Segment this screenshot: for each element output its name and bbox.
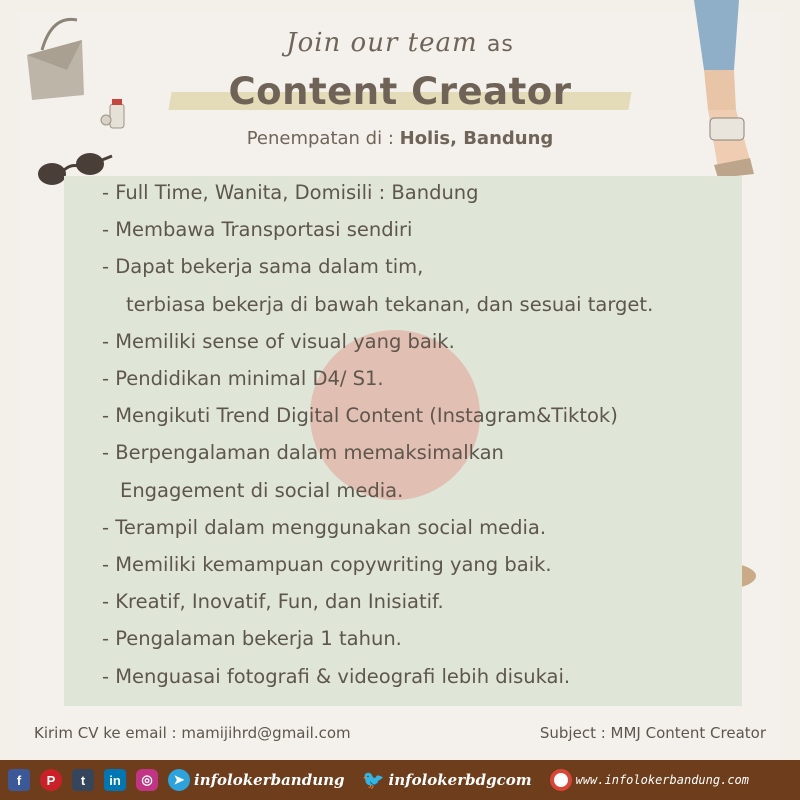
requirement-item: - Terampil dalam menggunakan social media. (102, 515, 547, 539)
requirement-item: - Memiliki sense of visual yang baik. (102, 329, 455, 353)
requirement-item-continued: terbiasa bekerja di bawah tekanan, dan sesuai target. (126, 292, 654, 316)
linkedin-icon[interactable]: in (104, 769, 126, 791)
requirement-item: - Full Time, Wanita, Domisili : Bandung (102, 181, 479, 204)
requirement-item: - Mengikuti Trend Digital Content (Instagram&Tiktok) (102, 404, 618, 428)
instagram-icon[interactable]: ◎ (136, 769, 158, 791)
subject-instruction: Subject : MMJ Content Creator (539, 724, 766, 742)
requirement-item: - Memiliki kemampuan copywriting yang baik. (102, 553, 552, 577)
requirement-item: - Berpengalaman dalam memaksimalkan (102, 441, 504, 465)
twitter-handle[interactable]: infolokerbdgcom (388, 771, 532, 789)
placement-line (0, 128, 800, 149)
requirement-item: - Pendidikan minimal D4/ S1. (102, 367, 384, 391)
as-text: as (486, 32, 514, 57)
placement-prefix: Penempatan di : (246, 128, 400, 149)
placement-location: Holis, Bandung (399, 128, 554, 149)
facebook-icon[interactable]: f (8, 769, 30, 791)
join-text: Join our team (286, 28, 478, 58)
website-link[interactable]: www.infolokerbandung.com (575, 773, 749, 787)
requirement-item: - Dapat bekerja sama dalam tim, (102, 255, 424, 279)
social-bar (0, 760, 800, 800)
requirement-item: - Membawa Transportasi sendiri (102, 218, 413, 242)
tumblr-icon[interactable]: t (72, 769, 94, 791)
title-block (170, 70, 630, 114)
twitter-icon[interactable]: 🐦 (362, 769, 385, 790)
email-instruction: Kirim CV ke email : mamijihrd@gmail.com (34, 724, 351, 742)
page-title: Content Creator (228, 70, 572, 113)
leg-sandal-illustration (684, 0, 764, 180)
requirement-item: - Menguasai fotografi & videografi lebih disukai. (102, 664, 571, 688)
pinterest-icon[interactable]: P (40, 769, 62, 791)
requirement-item: - Pengalaman bekerja 1 tahun. (102, 627, 402, 651)
requirements-list (102, 174, 762, 695)
requirement-item: - Kreatif, Inovatif, Fun, dan Inisiatif. (102, 590, 444, 614)
telegram-icon[interactable]: ➤ (168, 769, 190, 791)
instagram-handle[interactable]: infolokerbandung (194, 771, 345, 789)
chrome-icon[interactable] (550, 769, 572, 791)
requirement-item-continued: Engagement di social media. (120, 478, 404, 502)
join-heading (0, 28, 800, 58)
bottle-illustration (98, 96, 134, 132)
